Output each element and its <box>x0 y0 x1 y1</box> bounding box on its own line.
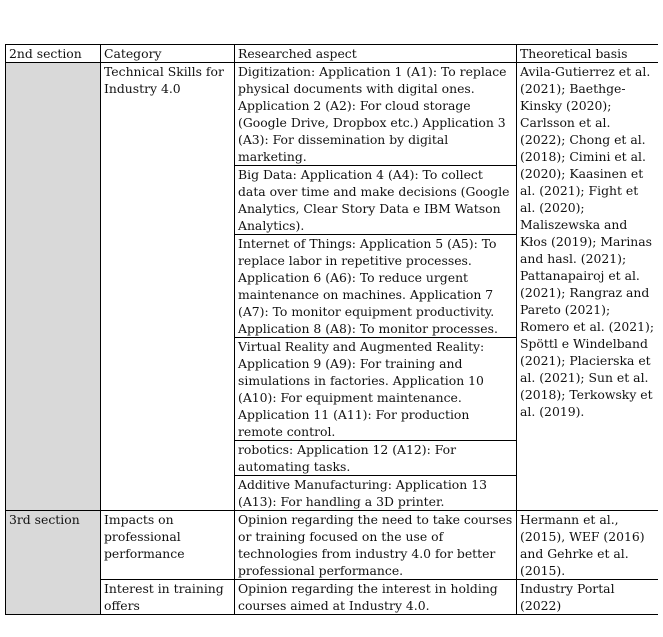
aspect-cell: Opinion regarding the interest in holding courses aimed at Industry 4.0. <box>235 580 517 615</box>
aspect-cell: Big Data: Application 4 (A4): To collect data over time and make decisions (Google Analytics, Clear Story Data e IBM Watson Analytics). <box>235 166 517 235</box>
category-cell: Impacts on professional performance <box>101 511 235 580</box>
table-row <box>6 63 659 166</box>
header-category: Category <box>101 45 235 63</box>
aspect-cell: Additive Manufacturing: Application 13 (A13): For handling a 3D printer. <box>235 476 517 511</box>
category-cell: Technical Skills for Industry 4.0 <box>101 63 235 511</box>
category-cell: Interest in training offers <box>101 580 235 615</box>
aspect-cell: robotics: Application 12 (A12): For automating tasks. <box>235 441 517 476</box>
section-3-cell: 3rd section <box>6 511 101 615</box>
basis-cell: Avila-Gutierrez et al. (2021); Baethge-Kinsky (2020); Carlsson et al. (2022); Chong et al. (2018); Cimini et al. (2020); Kaasinen et al. (2021); Fight et al. (2020); Maliszewska and Kłos (2019); Marinas and hasl. (2021); Pattanapairoj et al. (2021); Rangraz and Pareto (2021); Romero et al. (2021); Spöttl e Windelband (2021); Placierska et al. (2021); Sun et al. (2018); Terkowsky et al. (2019). <box>517 63 659 511</box>
header-section: 2nd section <box>6 45 101 63</box>
basis-cell: Hermann et al., (2015), WEF (2016) and Gehrke et al. (2015). <box>517 511 659 580</box>
aspect-cell: Opinion regarding the need to take courses or training focused on the use of technologies from industry 4.0 for better professional performance. <box>235 511 517 580</box>
basis-cell: Industry Portal (2022) <box>517 580 659 615</box>
header-researched-aspect: Researched aspect <box>235 45 517 63</box>
section-2-cell <box>6 63 101 511</box>
table-wrapper <box>5 44 658 637</box>
aspect-cell: Virtual Reality and Augmented Reality: Application 9 (A9): For training and simulations in factories. Application 10 (A10): For equipment maintenance. Application 11 (A11): For production remote control. <box>235 338 517 441</box>
aspect-cell: Digitization: Application 1 (A1): To replace physical documents with digital ones. Application 2 (A2): For cloud storage (Google Drive, Dropbox etc.) Application 3 (A3): For dissemination by digital marketing. <box>235 63 517 166</box>
table-row <box>6 511 659 580</box>
header-theoretical-basis: Theoretical basis <box>517 45 659 63</box>
header-row <box>6 45 659 63</box>
aspect-cell: Internet of Things: Application 5 (A5): To replace labor in repetitive processes. Application 6 (A6): To reduce urgent maintenance on machines. Application 7 (A7): To monitor equipment productivity. Application 8 (A8): To monitor processes. <box>235 235 517 338</box>
research-instrument-table <box>5 44 658 615</box>
table-row <box>6 580 659 615</box>
